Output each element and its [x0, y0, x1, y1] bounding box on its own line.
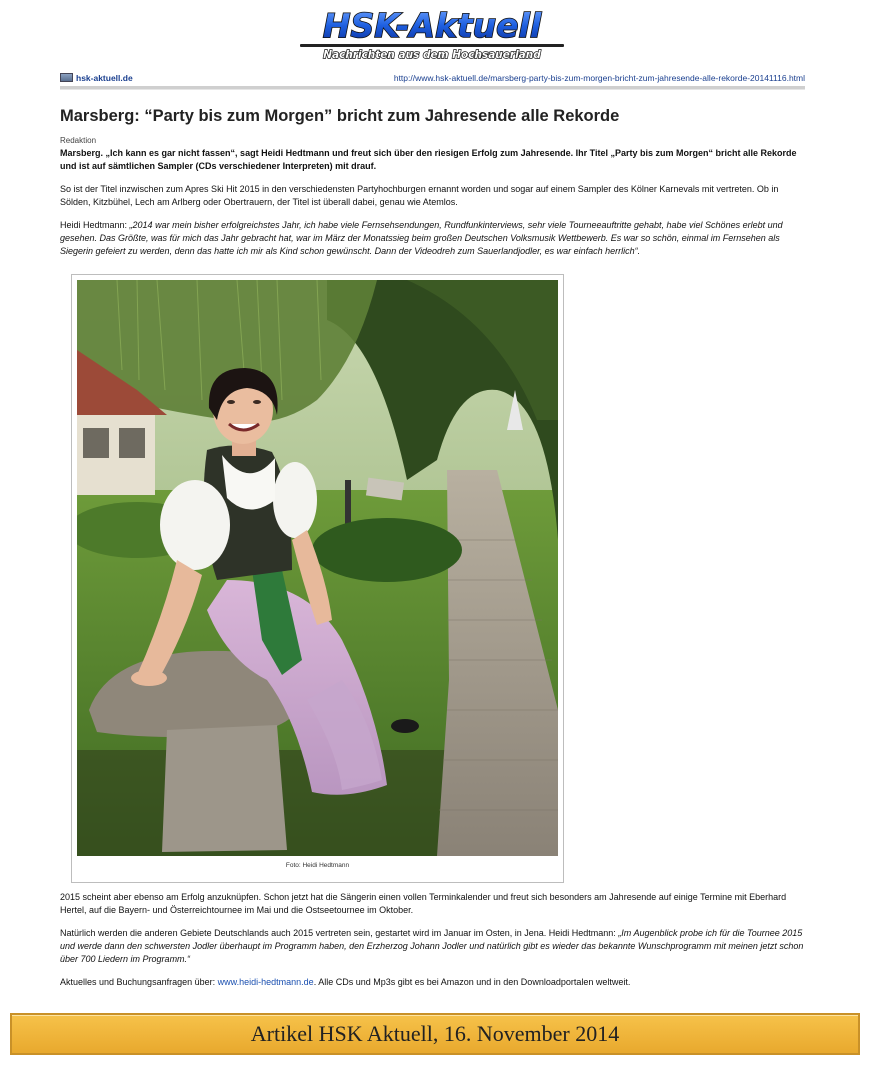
- article: [60, 104, 808, 258]
- article-paragraph-3: [60, 219, 808, 258]
- quote-text: „2014 war mein bisher erfolgreichstes Jahr, ich habe viele Fernsehsendungen, Rundfunkinterviews, sehr viele Tourneeauftritte gehabt, habe viel Schönes erlebt und gesehen. Das Größte, was für mich das Jahr gebracht hat, war im März der Monatssieg beim großen Deutschen Volksmusik Wettbewerb. Es war so schön, einmal im Fernsehen als Siegerin gefeiert zu werden, denn das hatte ich mir als Kind schon gewünscht. Dann der Videodreh zum Sauerlandjodler, es war einfach herrlich“.: [60, 220, 783, 256]
- logo-graphic: [296, 4, 568, 62]
- website-link[interactable]: www.heidi-hedtmann.de: [217, 977, 314, 987]
- logo-title: HSK-Aktuell: [322, 6, 542, 45]
- article-paragraph-6: [60, 976, 808, 989]
- article-paragraph-2: So ist der Titel inzwischen zum Apres Ski Hit 2015 in den verschiedensten Partyhochburgen ernannt worden und sogar auf einem Sampler des Kölner Karnevals mit vertreten. Ob in Sölden, Kitzbühel, Lech am Arlberg oder Obertrauern, der Titel ist überall dabei, genau wie Atemlos.: [60, 184, 779, 207]
- article-photo: [77, 280, 558, 856]
- article-paragraph-4: 2015 scheint aber ebenso am Erfolg anzuknüpfen. Schon jetzt hat die Sängerin einen vollen Terminkalender und freut sich besonders am Jahresende auf einige Termine mit Eberhard Hertel, auf die Bayern- und Österreichtournee im Mai und die Ostseetournee im Oktober.: [60, 892, 787, 915]
- photo-figure: [71, 274, 564, 883]
- site-icon: [60, 73, 73, 82]
- paragraph-6-suffix: . Alle CDs und Mp3s gibt es bei Amazon und in den Downloadportalen weltweit.: [313, 977, 631, 987]
- site-bar: [60, 72, 805, 84]
- article-paragraph-5: [60, 927, 808, 966]
- article-author: Redaktion: [60, 136, 97, 145]
- footer-banner: Artikel HSK Aktuell, 16. November 2014: [10, 1013, 860, 1055]
- article-continued: [60, 891, 808, 989]
- site-logo[interactable]: [296, 4, 568, 62]
- quote-speaker: Heidi Hedtmann:: [60, 220, 130, 230]
- article-title: Marsberg: “Party bis zum Morgen” bricht zum Jahresende alle Rekorde: [60, 107, 620, 125]
- home-link[interactable]: [60, 72, 133, 84]
- home-link-label: hsk-aktuell.de: [76, 73, 133, 83]
- paragraph-5-text: Natürlich werden die anderen Gebiete Deutschlands auch 2015 vertreten sein, gestartet wird im Januar im Osten, in Jena. Heidi Hedtmann:: [60, 928, 619, 938]
- photo-illustration: [77, 280, 558, 856]
- logo-subtitle: Nachrichten aus dem Hochsauerland: [323, 49, 541, 61]
- divider: [60, 86, 805, 90]
- article-lead: Marsberg. „Ich kann es gar nicht fassen“, sagt Heidi Hedtmann und freut sich über den riesigen Erfolg zum Jahresende. Ihr Titel „Party bis zum Morgen“ bricht alle Rekorde und ist auf sämtlichen Sampler (CDs verschiedener Interpreten) mit drauf.: [60, 148, 797, 171]
- paragraph-6-text: Aktuelles und Buchungsanfragen über:: [60, 977, 218, 987]
- article-url-link[interactable]: http://www.hsk-aktuell.de/marsberg-party-bis-zum-morgen-bricht-zum-jahresende-alle-rekorde-20141116.html: [393, 73, 805, 83]
- paragraph-5-quote: „Im Augenblick probe ich für die Tournee 2015 und werde dann den schwersten Jodler überhaupt im Programm haben, den Erzherzog Johann Jodler und natürlich gibt es wieder das bekannte Wunschprogramm mit meinen jetzt schon über 700 Liedern im Programm.“: [60, 928, 804, 964]
- photo-caption: Foto: Heidi Hedtmann: [285, 862, 350, 869]
